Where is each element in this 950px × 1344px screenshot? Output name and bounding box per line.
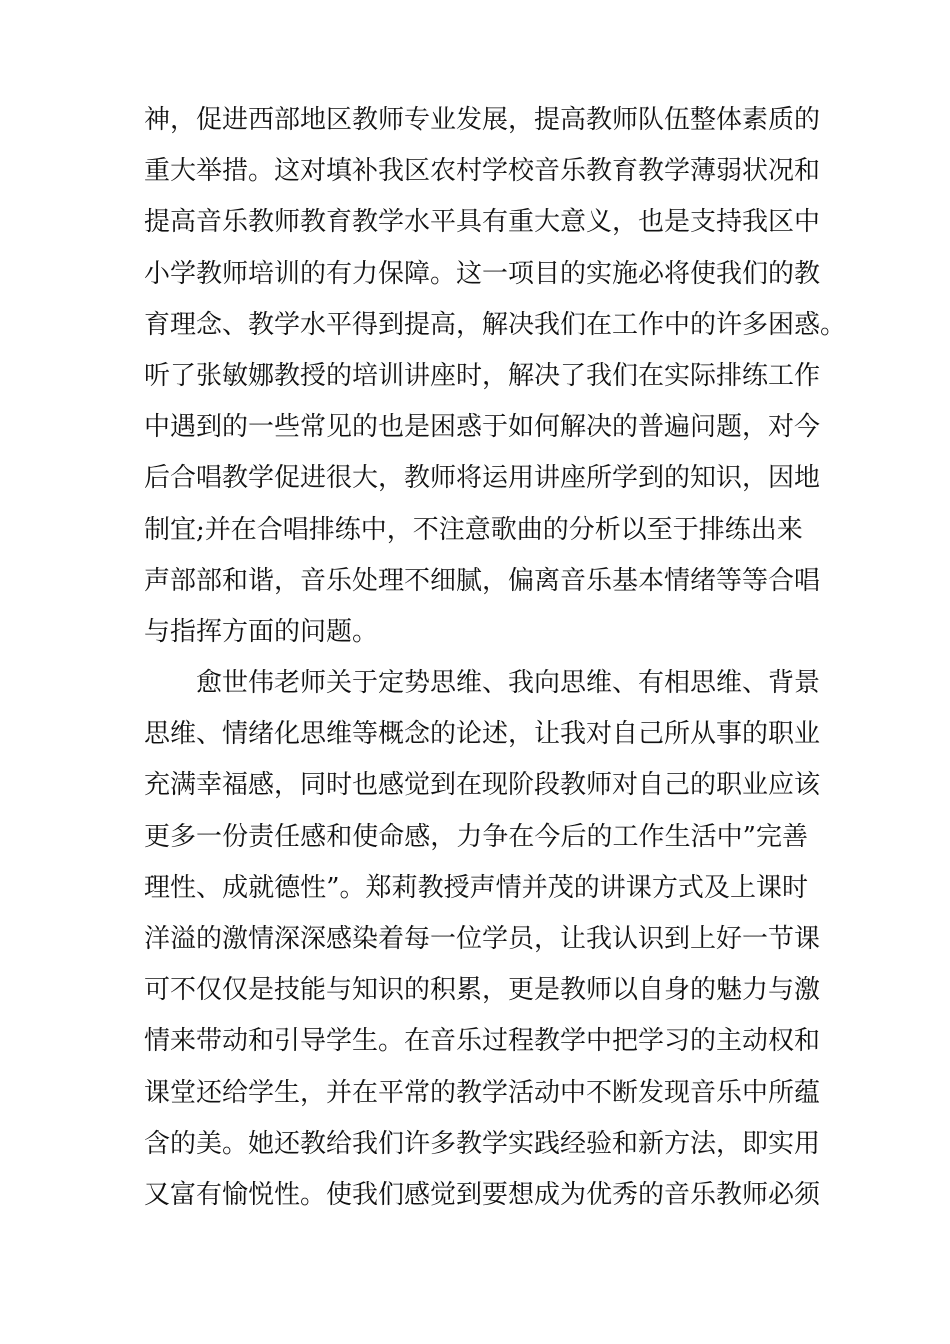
text-line: 又富有愉悦性。使我们感觉到要想成为优秀的音乐教师必须 [144,1179,821,1210]
text-line: 愈世伟老师关于定势思维、我向思维、有相思维、背景 [196,668,821,699]
text-line: 思维、情绪化思维等概念的论述，让我对自己所从事的职业 [144,719,821,750]
text-line: 可不仅仅是技能与知识的积累，更是教师以自身的魅力与激 [144,975,821,1006]
text-line: 理性、成就德性”。郑莉教授声情并茂的讲课方式及上课时 [144,872,808,903]
text-line: 情来带动和引导学生。在音乐过程教学中把学习的主动权和 [144,1026,821,1057]
document-body [144,95,847,1221]
text-line: 含的美。她还教给我们许多教学实践经验和新方法，即实用 [144,1128,821,1159]
text-line: 神，促进西部地区教师专业发展，提高教师队伍整体素质的 [144,105,821,135]
text-line: 制宜;并在合唱排练中，不注意歌曲的分析以至于排练出来 [144,514,803,545]
text-line: 洋溢的激情深深感染着每一位学员，让我认识到上好一节课 [144,924,821,954]
text-line: 声部部和谐，音乐处理不细腻，偏离音乐基本情绪等等合唱 [144,565,821,596]
text-line: 重大举措。这对填补我区农村学校音乐教育教学薄弱状况和 [144,156,821,187]
text-line: 听了张敏娜教授的培训讲座时，解决了我们在实际排练工作 [144,360,821,391]
text-line: 小学教师培训的有力保障。这一项目的实施必将使我们的教 [144,258,821,289]
text-line: 后合唱教学促进很大，教师将运用讲座所学到的知识，因地 [144,463,821,494]
text-line: 育理念、教学水平得到提高，解决我们在工作中的许多困惑。 [144,309,847,340]
text-line: 中遇到的一些常见的也是困惑于如何解决的普遍问题，对今 [144,412,821,443]
text-line: 提高音乐教师教育教学水平具有重大意义，也是支持我区中 [144,207,821,238]
text-line: 更多一份责任感和使命感，力争在今后的工作生活中”完善 [144,821,808,852]
text-line: 与指挥方面的问题。 [144,616,379,647]
text-line: 充满幸福感，同时也感觉到在现阶段教师对自己的职业应该 [144,770,821,801]
text-line: 课堂还给学生，并在平常的教学活动中不断发现音乐中所蕴 [144,1077,821,1108]
